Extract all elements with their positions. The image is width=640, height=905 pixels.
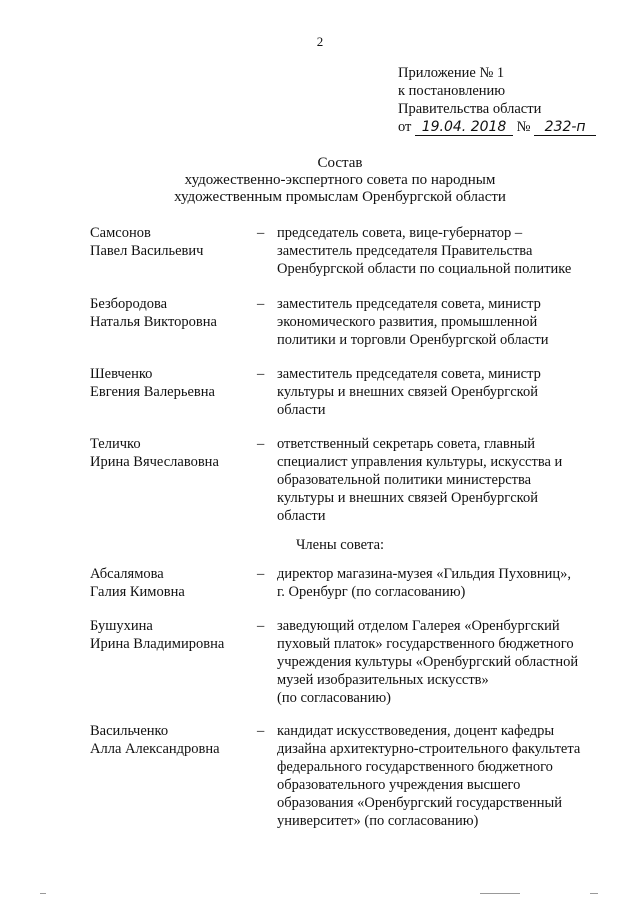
- document-title: [0, 155, 640, 206]
- role-line: области: [277, 508, 326, 524]
- scan-mark: [480, 893, 520, 894]
- person-surname: Васильченко: [90, 723, 169, 739]
- scan-mark: [40, 893, 46, 894]
- role-line: заведующий отделом Галерея «Оренбургский: [277, 618, 560, 634]
- role-line: федерального государственного бюджетного: [277, 759, 553, 775]
- appendix-number: 232-п: [534, 120, 596, 136]
- title-line-1: Состав: [317, 155, 363, 171]
- role-line: дизайна архитектурно-строительного факультета: [277, 741, 581, 757]
- person-name: [90, 224, 260, 260]
- role-line: образовательной политики министерства: [277, 472, 532, 488]
- person-given-names: Ирина Вячеславовна: [90, 454, 219, 470]
- role-line: директор магазина-музея «Гильдия Пуховниц»,: [277, 566, 572, 582]
- person-given-names: Алла Александровна: [90, 741, 220, 757]
- role-line: образовательного учреждения высшего: [277, 777, 521, 793]
- person-surname: Бушухина: [90, 618, 153, 634]
- role-line: университет» (по согласованию): [277, 813, 479, 829]
- appendix-line-3: Правительства области: [398, 101, 542, 117]
- appendix-block: [398, 64, 596, 136]
- person-given-names: Павел Васильевич: [90, 243, 204, 259]
- person-surname: Безбородова: [90, 296, 168, 312]
- person-role: [277, 435, 617, 525]
- scan-mark: [590, 893, 598, 894]
- person-role: [277, 565, 617, 601]
- role-line: Оренбургской области по социальной политике: [277, 261, 572, 277]
- role-line: культуры и внешних связей Оренбургской: [277, 384, 538, 400]
- dash: –: [257, 723, 265, 739]
- role-line: музей изобразительных искусств»: [277, 672, 489, 688]
- dash: –: [257, 566, 265, 582]
- appendix-line-2: к постановлению: [398, 83, 506, 99]
- page-number: 2: [316, 34, 324, 49]
- person-surname: Абсалямова: [90, 566, 164, 582]
- dash: –: [257, 366, 265, 382]
- appendix-date-line: [398, 118, 596, 136]
- role-line: политики и торговли Оренбургской области: [277, 332, 549, 348]
- role-line: заместитель председателя совета, министр: [277, 296, 541, 312]
- role-line: образования «Оренбургский государственный: [277, 795, 563, 811]
- role-line: заместитель председателя совета, министр: [277, 366, 541, 382]
- dash: –: [257, 225, 265, 241]
- appendix-date: 19.04. 2018: [415, 120, 513, 136]
- dash: –: [257, 436, 265, 452]
- role-line: кандидат искусствоведения, доцент кафедры: [277, 723, 555, 739]
- person-role: [277, 365, 617, 419]
- person-surname: Шевченко: [90, 366, 153, 382]
- person-given-names: Ирина Владимировна: [90, 636, 225, 652]
- role-line: пуховый платок» государственного бюджетного: [277, 636, 574, 652]
- person-name: [90, 565, 260, 601]
- appendix-ot: от: [398, 119, 412, 135]
- person-given-names: Наталья Викторовна: [90, 314, 217, 330]
- person-given-names: Галия Кимовна: [90, 584, 185, 600]
- person-given-names: Евгения Валерьевна: [90, 384, 215, 400]
- person-role: [277, 295, 617, 349]
- person-surname: Самсонов: [90, 225, 151, 241]
- person-name: [90, 365, 260, 401]
- role-line: области: [277, 402, 326, 418]
- person-role: [277, 722, 617, 830]
- role-line: председатель совета, вице-губернатор –: [277, 225, 523, 241]
- person-name: [90, 617, 260, 653]
- person-name: [90, 722, 260, 758]
- person-name: [90, 295, 260, 331]
- scan-edge-marks: [0, 893, 640, 905]
- members-heading: Члены совета:: [296, 537, 385, 553]
- role-line: специалист управления культуры, искусства и: [277, 454, 563, 470]
- appendix-no: №: [516, 119, 531, 135]
- title-line-3: художественным промыслам Оренбургской области: [174, 189, 506, 205]
- role-line: экономического развития, промышленной: [277, 314, 538, 330]
- appendix-line-1: Приложение № 1: [398, 65, 505, 81]
- role-line: г. Оренбург (по согласованию): [277, 584, 466, 600]
- person-name: [90, 435, 260, 471]
- dash: –: [257, 618, 265, 634]
- title-line-2: художественно-экспертного совета по народным: [184, 172, 496, 188]
- person-surname: Теличко: [90, 436, 141, 452]
- dash: –: [257, 296, 265, 312]
- person-role: [277, 617, 617, 707]
- role-line: ответственный секретарь совета, главный: [277, 436, 536, 452]
- role-line: (по согласованию): [277, 690, 391, 706]
- person-role: [277, 224, 617, 278]
- role-line: заместитель председателя Правительства: [277, 243, 533, 259]
- role-line: учреждения культуры «Оренбургский областной: [277, 654, 579, 670]
- role-line: культуры и внешних связей Оренбургской: [277, 490, 538, 506]
